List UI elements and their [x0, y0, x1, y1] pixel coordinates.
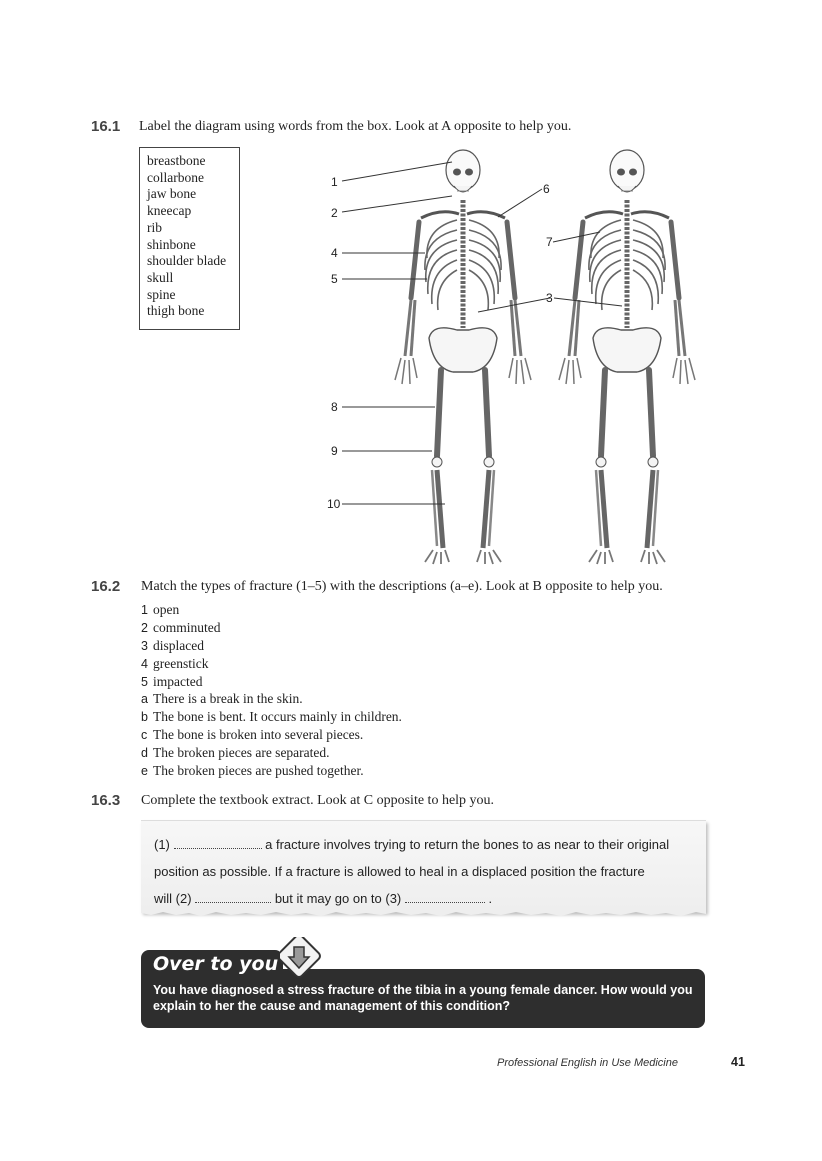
list-item-key: c	[141, 728, 148, 742]
list-item-key: 2	[141, 621, 148, 635]
list-item-text: There is a break in the skin.	[153, 691, 303, 706]
list-item-text: The bone is bent. It occurs mainly in children.	[153, 709, 402, 724]
diagram-label-5: 5	[331, 272, 338, 286]
list-item-text: impacted	[153, 674, 203, 689]
fracture-descriptions-list	[141, 690, 402, 780]
list-item-text: The broken pieces are separated.	[153, 745, 330, 760]
diagram-label-8: 8	[331, 400, 338, 414]
list-item	[141, 637, 221, 655]
word-item: thigh bone	[147, 303, 205, 319]
list-item-key: 1	[141, 603, 148, 617]
list-item-key: e	[141, 764, 148, 778]
blank-3-input[interactable]	[405, 890, 485, 903]
blank-2-input[interactable]	[195, 890, 271, 903]
word-item: jaw bone	[147, 186, 197, 202]
torn-edge	[141, 910, 706, 916]
word-item: collarbone	[147, 169, 204, 185]
extract-text: .	[488, 891, 493, 906]
list-item	[141, 708, 402, 726]
list-item-text: greenstick	[153, 656, 209, 671]
over-to-you-title: Over to you	[153, 953, 279, 975]
word-item: shoulder blade	[147, 253, 227, 269]
list-item-key: d	[141, 746, 148, 760]
list-item	[141, 762, 402, 780]
list-item	[141, 601, 221, 619]
list-item-text: The broken pieces are pushed together.	[153, 763, 364, 778]
list-item-text: open	[153, 602, 180, 617]
over-to-you-text-1: You have diagnosed a stress fracture of the tibia in a young female dancer. How would you	[153, 983, 693, 997]
extract-line-3	[154, 885, 694, 912]
over-to-you-box	[141, 969, 705, 1028]
over-to-you-text-2: explain to her the cause and management of this condition?	[153, 999, 510, 1013]
list-item	[141, 690, 402, 708]
exercise-number-16-2: 16.2	[91, 578, 121, 595]
skeleton-illustration	[320, 140, 720, 565]
word-item: kneecap	[147, 203, 192, 219]
exercise-instruction-16-2: Match the types of fracture (1–5) with the descriptions (a–e). Look at B opposite to help you.	[141, 579, 663, 594]
diagram-label-1: 1	[331, 175, 338, 189]
list-item-text: The bone is broken into several pieces.	[153, 727, 364, 742]
list-item-text: displaced	[153, 638, 204, 653]
diagram-label-4: 4	[331, 246, 338, 260]
list-item	[141, 726, 402, 744]
skeleton-diagram	[320, 140, 720, 565]
fracture-types-list	[141, 601, 221, 691]
diagram-label-2: 2	[331, 206, 338, 220]
word-item: skull	[147, 269, 174, 285]
extract-line-1	[154, 831, 694, 858]
diagram-label-7: 7	[546, 235, 553, 249]
list-item-key: 5	[141, 675, 148, 689]
textbook-extract	[141, 820, 706, 912]
diagram-label-3: 3	[546, 291, 553, 305]
list-item	[141, 744, 402, 762]
extract-text: but it may go on to (3)	[274, 891, 402, 906]
list-item-key: b	[141, 710, 148, 724]
list-item	[141, 619, 221, 637]
list-item-text: comminuted	[153, 620, 221, 635]
list-item	[141, 655, 221, 673]
word-item: spine	[147, 286, 176, 302]
word-box	[139, 147, 240, 330]
exercise-instruction-16-1: Label the diagram using words from the box. Look at A opposite to help you.	[139, 119, 572, 134]
word-item: rib	[147, 219, 162, 235]
arrow-down-icon	[280, 937, 322, 979]
diagram-label-6: 6	[543, 182, 550, 196]
blank-label: (1)	[154, 837, 170, 852]
page-number: 41	[731, 1055, 745, 1069]
diagram-label-10: 10	[327, 497, 341, 511]
list-item-key: 4	[141, 657, 148, 671]
list-item-key: 3	[141, 639, 148, 653]
list-item-key: a	[141, 692, 148, 706]
extract-text: will (2)	[154, 891, 192, 906]
list-item	[141, 673, 221, 691]
exercise-instruction-16-3: Complete the textbook extract. Look at C opposite to help you.	[141, 793, 495, 808]
extract-text: a fracture involves trying to return the bones to as near to their original	[265, 837, 670, 852]
extract-line-2: position as possible. If a fracture is allowed to heal in a displaced position the fracture	[154, 864, 645, 879]
word-item: breastbone	[147, 153, 206, 168]
footer-book-title: Professional English in Use Medicine	[497, 1057, 678, 1069]
word-item: shinbone	[147, 236, 196, 252]
exercise-number-16-3: 16.3	[91, 792, 121, 809]
diagram-label-9: 9	[331, 444, 338, 458]
blank-1-input[interactable]	[174, 836, 262, 849]
exercise-number-16-1: 16.1	[91, 118, 121, 135]
